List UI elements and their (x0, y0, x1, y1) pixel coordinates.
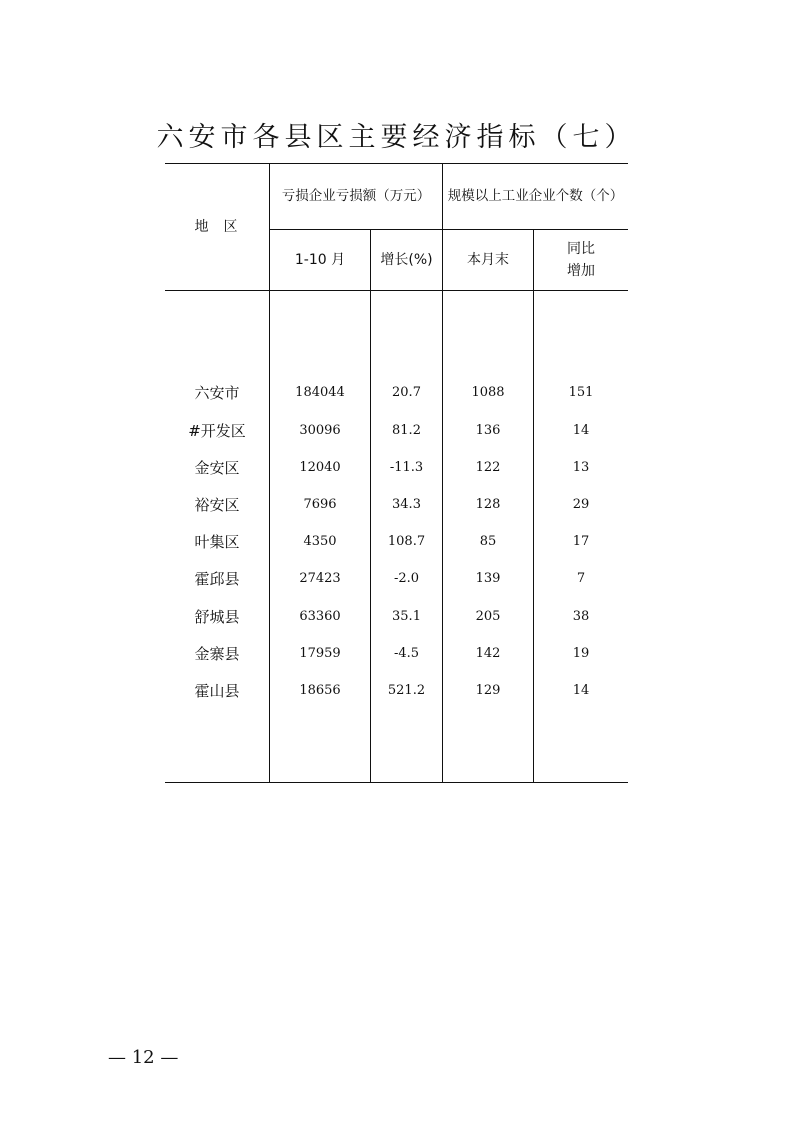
cell-count: 1088 (471, 385, 505, 400)
cell-growth: 108.7 (387, 534, 426, 549)
cell-yoy: 151 (568, 385, 594, 400)
cell-growth: 521.2 (387, 683, 426, 698)
cell-yoy: 13 (572, 460, 590, 475)
cell-yoy: 14 (572, 423, 590, 438)
indicator-table (165, 163, 628, 783)
page-number: — 12 — (108, 1047, 179, 1068)
cell-yoy: 38 (572, 609, 590, 624)
cell-loss: 18656 (299, 683, 341, 698)
cell-region: 舒城县 (194, 608, 240, 626)
cell-loss: 12040 (299, 460, 341, 475)
cell-loss: 7696 (303, 497, 337, 512)
cell-region: 霍山县 (194, 682, 240, 700)
cell-loss: 63360 (299, 609, 341, 624)
header-yoy-line2: 增加 (567, 263, 595, 279)
cell-count: 136 (475, 423, 501, 438)
cell-growth: 81.2 (392, 423, 421, 438)
cell-growth: 34.3 (392, 497, 421, 512)
cell-count: 139 (475, 571, 501, 586)
cell-loss: 27423 (299, 571, 341, 586)
page-title: 六安市各县区主要经济指标（七） (156, 122, 637, 153)
cell-region: #开发区 (188, 422, 246, 440)
cell-count: 128 (475, 497, 501, 512)
cell-loss: 30096 (299, 423, 341, 438)
cell-count: 142 (475, 646, 501, 661)
cell-region: 裕安区 (194, 496, 240, 514)
cell-growth: -11.3 (389, 460, 424, 475)
cell-count: 85 (479, 534, 497, 549)
cell-yoy: 14 (572, 683, 590, 698)
cell-loss: 4350 (303, 534, 337, 549)
rule-bottom (165, 782, 628, 783)
cell-region: 六安市 (194, 384, 240, 402)
cell-region: 叶集区 (194, 533, 240, 551)
cell-region: 金安区 (194, 459, 240, 477)
header-growth: 增长(%) (380, 252, 433, 268)
cell-region: 金寨县 (194, 645, 240, 663)
cell-growth: -2.0 (393, 571, 420, 586)
cell-yoy: 29 (572, 497, 590, 512)
cell-loss: 184044 (295, 385, 345, 400)
cell-growth: 35.1 (392, 609, 421, 624)
cell-growth: -4.5 (393, 646, 420, 661)
cell-region: 霍邱县 (194, 570, 240, 588)
rule-header-bottom (165, 290, 628, 291)
cell-yoy: 19 (572, 646, 590, 661)
header-count-group: 规模以上工业企业个数（个） (447, 188, 624, 204)
cell-yoy: 17 (572, 534, 590, 549)
cell-loss: 17959 (299, 646, 341, 661)
cell-count: 122 (475, 460, 501, 475)
header-month-end: 本月末 (467, 252, 509, 268)
header-jan-oct: 1-10 月 (294, 252, 346, 268)
header-region: 地 区 (194, 218, 240, 235)
header-yoy-line1: 同比 (567, 241, 595, 257)
cell-count: 205 (475, 609, 501, 624)
cell-yoy: 7 (576, 571, 586, 586)
cell-count: 129 (475, 683, 501, 698)
cell-growth: 20.7 (392, 385, 421, 400)
header-yoy (534, 230, 628, 290)
header-loss-group: 亏损企业亏损额（万元） (281, 188, 431, 204)
